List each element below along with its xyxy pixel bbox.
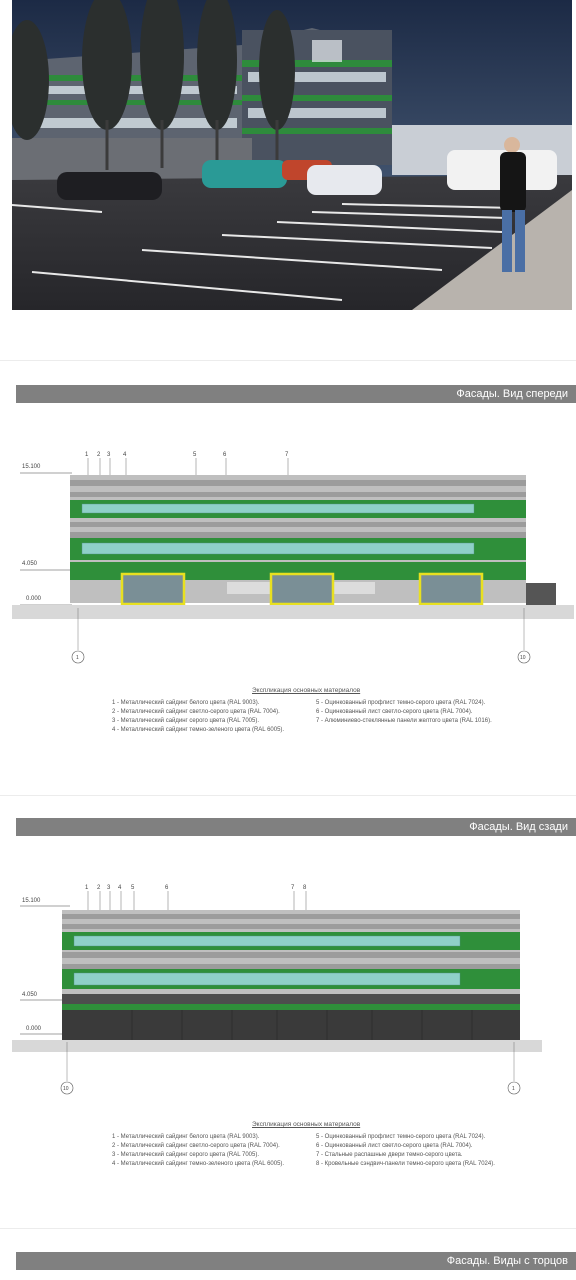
section-divider — [0, 795, 576, 796]
section-banner-sides — [16, 1252, 576, 1270]
level-mark: 15.100 — [22, 464, 41, 470]
callout-label: 5 — [131, 885, 135, 891]
front-facade-drawing — [12, 440, 574, 680]
callout-label: 1 — [85, 885, 89, 891]
legend-item: 2 - Металлический сайдинг светло-серого цвета (RAL 7004). — [112, 1143, 280, 1149]
axis-label: 1 — [76, 655, 79, 661]
level-mark: 15.100 — [22, 898, 41, 904]
callout-label: 2 — [97, 885, 101, 891]
level-mark: 0.000 — [26, 1026, 42, 1032]
legend-item: 6 - Оцинкованный лист светло-серого цвета (RAL 7004). — [316, 1143, 473, 1149]
section-banner-back — [16, 818, 576, 836]
legend-item: 7 - Алюминиево-стеклянные панели желтого цвета (RAL 1016). — [316, 718, 492, 724]
callout-label: 6 — [165, 885, 169, 891]
callout-label: 1 — [85, 452, 89, 458]
legend-item: 4 - Металлический сайдинг темно-зеленого цвета (RAL 6005). — [112, 1161, 285, 1167]
legend-title: Экспликация основных материалов — [252, 1121, 361, 1128]
callout-label: 3 — [107, 452, 111, 458]
legend-item: 2 - Металлический сайдинг светло-серого цвета (RAL 7004). — [112, 709, 280, 715]
section-divider — [0, 1228, 576, 1229]
callout-label: 8 — [303, 885, 307, 891]
section-title: Фасады. Виды с торцов — [446, 1255, 568, 1267]
back-legend — [112, 1120, 562, 1180]
section-title: Фасады. Вид сзади — [469, 821, 568, 833]
section-title: Фасады. Вид спереди — [456, 388, 568, 400]
callout-label: 4 — [123, 452, 127, 458]
callout-label: 3 — [107, 885, 111, 891]
axis-label: 10 — [63, 1086, 69, 1092]
back-facade-drawing — [12, 876, 574, 1106]
callout-label: 7 — [285, 452, 289, 458]
legend-item: 5 - Оцинкованный профлист темно-серого цвета (RAL 7024). — [316, 1134, 486, 1140]
legend-item: 4 - Металлический сайдинг темно-зеленого цвета (RAL 6005). — [112, 727, 285, 733]
legend-item: 3 - Металлический сайдинг серого цвета (RAL 7005). — [112, 718, 259, 724]
legend-item: 1 - Металлический сайдинг белого цвета (RAL 9003). — [112, 1134, 260, 1140]
axis-label: 1 — [512, 1086, 515, 1092]
callout-label: 4 — [118, 885, 122, 891]
level-mark: 4.050 — [22, 561, 38, 567]
legend-item: 8 - Кровельные сэндвич-панели темно-серого цвета (RAL 7024). — [316, 1161, 495, 1167]
section-banner-front — [16, 385, 576, 403]
legend-item: 5 - Оцинкованный профлист темно-серого цвета (RAL 7024). — [316, 700, 486, 706]
axis-label: 10 — [520, 655, 526, 661]
front-legend — [112, 686, 562, 736]
legend-item: 1 - Металлический сайдинг белого цвета (RAL 9003). — [112, 700, 260, 706]
legend-item: 6 - Оцинкованный лист светло-серого цвета (RAL 7004). — [316, 709, 473, 715]
callout-label: 6 — [223, 452, 227, 458]
building-render-image — [12, 0, 572, 310]
level-mark: 4.050 — [22, 992, 38, 998]
callout-label: 5 — [193, 452, 197, 458]
legend-title: Экспликация основных материалов — [252, 687, 361, 694]
callout-label: 7 — [291, 885, 295, 891]
callout-label: 2 — [97, 452, 101, 458]
level-mark: 0.000 — [26, 596, 42, 602]
legend-item: 3 - Металлический сайдинг серого цвета (RAL 7005). — [112, 1152, 259, 1158]
section-divider — [0, 360, 576, 361]
legend-item: 7 - Стальные распашные двери темно-серого цвета. — [316, 1152, 463, 1158]
